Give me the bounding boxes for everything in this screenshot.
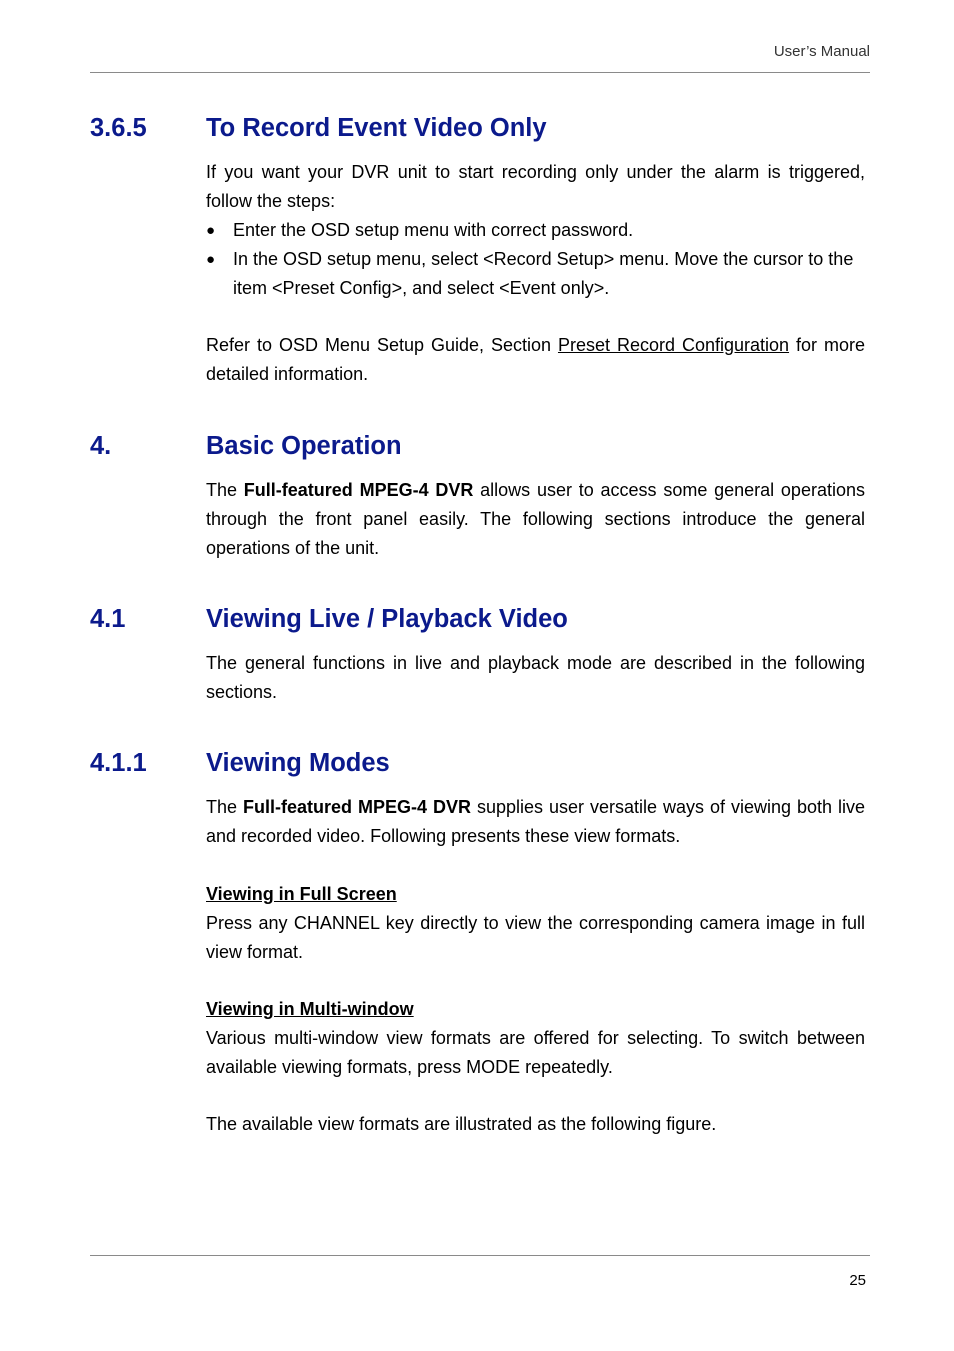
paragraph-basic-operation — [206, 476, 865, 563]
preset-record-configuration-link[interactable]: Preset Record Configuration — [557, 335, 790, 355]
product-name: Full-featured MPEG-4 DVR — [243, 480, 474, 500]
paragraph-intro: If you want your DVR unit to start recording only under the alarm is triggered, follow the steps: — [206, 162, 865, 211]
section-title: Viewing Live / Playback Video — [206, 605, 568, 633]
section-title: To Record Event Video Only — [206, 114, 547, 142]
list-item-text: In the OSD setup menu, select <Record Setup> menu. Move the cursor to the item <Preset Config>, and select <Event only>. — [233, 249, 854, 298]
section-number: 4.1 — [90, 605, 126, 633]
product-name: Full-featured MPEG-4 DVR — [243, 797, 471, 817]
section-title: Basic Operation — [206, 432, 402, 460]
section-4-1-1-body — [206, 793, 865, 851]
section-number: 3.6.5 — [90, 114, 147, 142]
section-3-6-5-body — [206, 158, 865, 303]
section-4-body — [206, 476, 865, 563]
bullet-icon: ● — [206, 251, 216, 268]
page-number: 25 — [849, 1272, 866, 1289]
text-suffix: allows user to access some general operations through the front panel easily. The following sections introduce the general operations of the unit. — [206, 480, 865, 558]
footer-divider — [90, 1255, 870, 1256]
paragraph-live-playback: The general functions in live and playback mode are described in the following sections. — [206, 653, 865, 702]
section-title: Viewing Modes — [206, 749, 390, 777]
figure-intro-text: The available view formats are illustrated as the following figure. — [206, 1114, 717, 1134]
paragraph-viewing-modes — [206, 793, 865, 851]
text-prefix: The — [206, 480, 244, 500]
full-screen-heading: Viewing in Full Screen — [206, 884, 397, 904]
multi-window-text: Various multi-window view formats are offered for selecting. To switch between available viewing formats, press MODE repeatedly. — [206, 1028, 865, 1077]
section-number: 4. — [90, 432, 112, 460]
refer-prefix: Refer to OSD Menu Setup Guide, Section — [206, 335, 558, 355]
list-item-text: Enter the OSD setup menu with correct password. — [233, 220, 634, 240]
multi-window-heading: Viewing in Multi-window — [206, 999, 414, 1019]
section-3-6-5-refer — [206, 331, 865, 389]
running-header: User’s Manual — [773, 43, 870, 60]
section-4-1-body — [206, 649, 865, 707]
full-screen-block — [206, 880, 865, 967]
section-number: 4.1.1 — [90, 749, 147, 777]
multi-window-block — [206, 995, 865, 1082]
full-screen-text: Press any CHANNEL key directly to view the corresponding camera image in full view format. — [206, 913, 865, 962]
figure-intro-block — [206, 1110, 865, 1139]
bullet-icon: ● — [206, 222, 216, 239]
paragraph-refer — [206, 331, 865, 389]
list-item — [206, 245, 865, 303]
header-divider — [90, 72, 870, 73]
list-item — [206, 216, 865, 245]
refer-suffix: for more detailed information. — [206, 335, 865, 384]
text-prefix: The — [206, 797, 243, 817]
text-suffix: supplies user versatile ways of viewing both live and recorded video. Following presents these view formats. — [206, 797, 865, 846]
steps-list — [206, 216, 865, 303]
